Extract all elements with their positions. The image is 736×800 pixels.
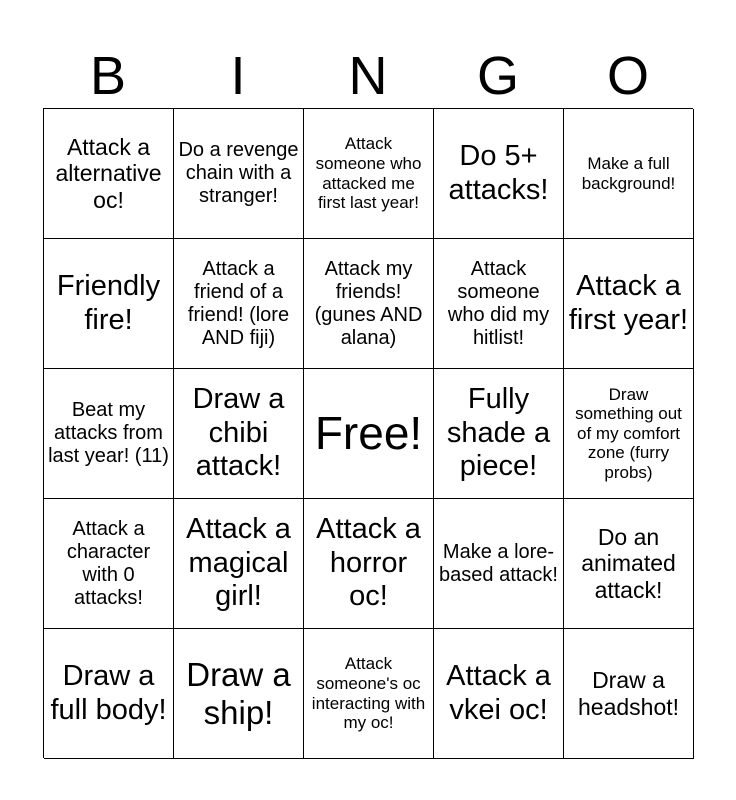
bingo-cell-free[interactable]: Free! — [304, 369, 434, 499]
bingo-cell-r2c3[interactable]: Attack my friends! (gunes AND alana) — [304, 239, 434, 369]
bingo-cell-r3c2[interactable]: Draw a chibi attack! — [174, 369, 304, 499]
header-letter-o: O — [606, 46, 649, 106]
bingo-cell-r5c4[interactable]: Attack a vkei oc! — [434, 629, 564, 759]
bingo-header — [43, 44, 693, 108]
bingo-cell-r3c5[interactable]: Draw something out of my comfort zone (furry probs) — [564, 369, 694, 499]
bingo-cell-r1c2[interactable]: Do a revenge chain with a stranger! — [174, 109, 304, 239]
bingo-cell-r4c3[interactable]: Attack a horror oc! — [304, 499, 434, 629]
bingo-cell-r5c3[interactable]: Attack someone's oc interacting with my oc! — [304, 629, 434, 759]
bingo-cell-r3c1[interactable]: Beat my attacks from last year! (11) — [44, 369, 174, 499]
header-letter-n: N — [348, 46, 388, 106]
bingo-cell-r5c2[interactable]: Draw a ship! — [174, 629, 304, 759]
header-letter-b: B — [89, 46, 127, 106]
bingo-cell-r3c4[interactable]: Fully shade a piece! — [434, 369, 564, 499]
bingo-cell-r4c5[interactable]: Do an animated attack! — [564, 499, 694, 629]
bingo-cell-r1c3[interactable]: Attack someone who attacked me first last year! — [304, 109, 434, 239]
bingo-cell-r5c5[interactable]: Draw a headshot! — [564, 629, 694, 759]
bingo-cell-r2c4[interactable]: Attack someone who did my hitlist! — [434, 239, 564, 369]
bingo-card-grid — [43, 108, 693, 758]
bingo-cell-r1c4[interactable]: Do 5+ attacks! — [434, 109, 564, 239]
header-letter-g: G — [476, 46, 519, 106]
bingo-cell-r2c5[interactable]: Attack a first year! — [564, 239, 694, 369]
bingo-cell-r4c2[interactable]: Attack a magical girl! — [174, 499, 304, 629]
bingo-cell-r2c2[interactable]: Attack a friend of a friend! (lore AND fiji) — [174, 239, 304, 369]
bingo-cell-r1c5[interactable]: Make a full background! — [564, 109, 694, 239]
header-letter-i: I — [230, 46, 246, 106]
bingo-cell-r5c1[interactable]: Draw a full body! — [44, 629, 174, 759]
bingo-cell-r1c1[interactable]: Attack a alternative oc! — [44, 109, 174, 239]
bingo-cell-r4c1[interactable]: Attack a character with 0 attacks! — [44, 499, 174, 629]
bingo-cell-r4c4[interactable]: Make a lore-based attack! — [434, 499, 564, 629]
bingo-cell-r2c1[interactable]: Friendly fire! — [44, 239, 174, 369]
